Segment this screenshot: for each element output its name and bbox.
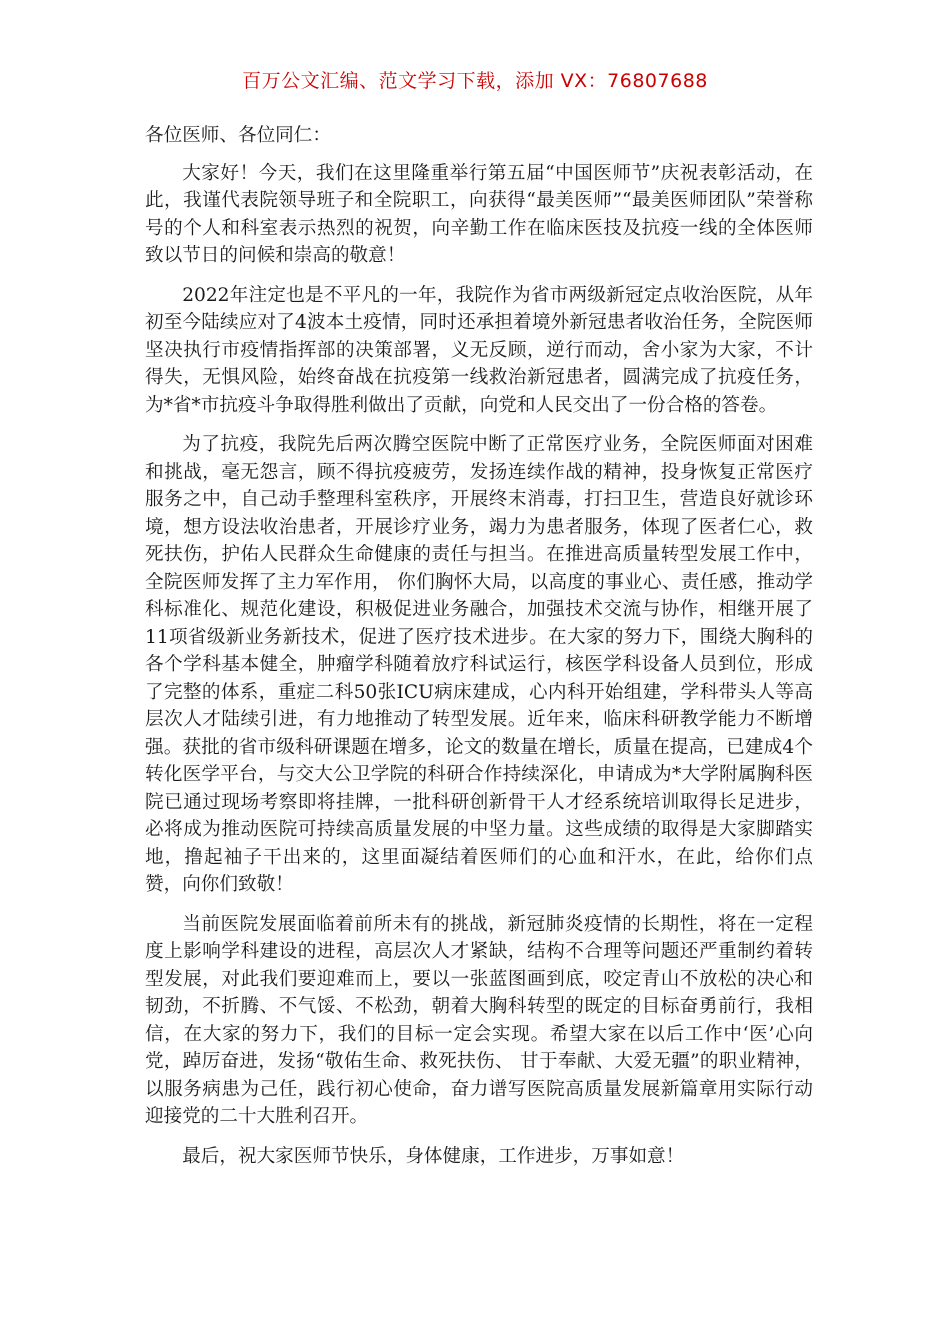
header-banner: 百万公文汇编、范文学习下载，添加 VX：76807688 <box>242 70 708 92</box>
document-body <box>145 122 813 1182</box>
salutation: 各位医师、各位同仁： <box>145 125 331 146</box>
paragraph-greeting: 大家好！今天，我们在这里隆重举行第五届“中国医师节”庆祝表彰活动，在此，我谨代表院领导班子和全院职工，向获得“最美医师”“最美医师团队”荣誉称号的个人和科室表示热烈的祝贺，向辛勤工作在临床医技及抗疫一线的全体医师致以节日的问候和崇高的敬意！ <box>145 162 813 266</box>
paragraph-closing: 最后，祝大家医师节快乐，身体健康，工作进步，万事如意！ <box>182 1145 685 1167</box>
paragraph-anti-epidemic: 2022年注定也是不平凡的一年，我院作为省市两级新冠定点收治医院，从年初至今陆续应对了4波本土疫情，同时还承担着境外新冠患者收治任务，全院医师坚决执行市疫情指挥部的决策部署，义无反顾，逆行而动，舍小家为大家，不计得失，无惧风险，始终奋战在抗疫第一线救治新冠患者，圆满完成了抗疫任务，为*省*市抗疫斗争取得胜利做出了贡献，向党和人民交出了一份合格的答卷。 <box>145 284 813 416</box>
paragraph-achievements: 为了抗疫，我院先后两次腾空医院中断了正常医疗业务，全院医师面对困难和挑战，毫无怨言，顾不得抗疫疲劳，发扬连续作战的精神，投身恢复正常医疗服务之中，自己动手整理科室秩序，开展终末消毒，打扫卫生，营造良好就诊环境，想方设法收治患者，开展诊疗业务，竭力为患者服务，体现了医者仁心，救死扶伤，护佑人民群众生命健康的责任与担当。在推进高质量转型发展工作中，全院医师发挥了主力军作用， 你们胸怀大局，以高度的事业心、责任感，推动学科标准化、规范化建设，积极促进业务融合，加强技术交流与协作，相继开展了11项省级新业务新技术，促进了医疗技术进步。在大家的努力下，围绕大胸科的各个学科基本健全，肿瘤学科随着放疗科试运行，核医学科设备人员到位，形成了完整的体系，重症二科50张ICU病床建成，心内科开始组建，学科带头人等高层次人才陆续引进，有力地推动了转型发展。近年来，临床科研教学能力不断增强。获批的省市级科研课题在增多，论文的数量在增长，质量在提高，已建成4个转化医学平台，与交大公卫学院的科研合作持续深化，申请成为*大学附属胸科医院已通过现场考察即将挂牌，一批科研创新骨干人才经系统培训取得长足进步，必将成为推动医院可持续高质量发展的中坚力量。这些成绩的取得是大家脚踏实地，撸起袖子干出来的，这里面凝结着医师们的心血和汗水，在此，给你们点赞，向你们致敬！ <box>145 434 813 895</box>
paragraph-challenges: 当前医院发展面临着前所未有的挑战，新冠肺炎疫情的长期性，将在一定程度上影响学科建设的进程，高层次人才紧缺，结构不合理等问题还严重制约着转型发展，对此我们要迎难而上，要以一张蓝图画到底，咬定青山不放松的决心和韧劲，不折腾、不气馁、不松劲，朝着大胸科转型的既定的目标奋勇前行，我相信，在大家的努力下，我们的目标一定会实现。希望大家在以后工作中‘医’心向党，踔厉奋进，发扬“敬佑生命、救死扶伤、 甘于奉献、大爱无疆”的职业精神，以服务病患为己任，践行初心使命，奋力谱写医院高质量发展新篇章用实际行动迎接党的二十大胜利召开。 <box>145 913 813 1127</box>
